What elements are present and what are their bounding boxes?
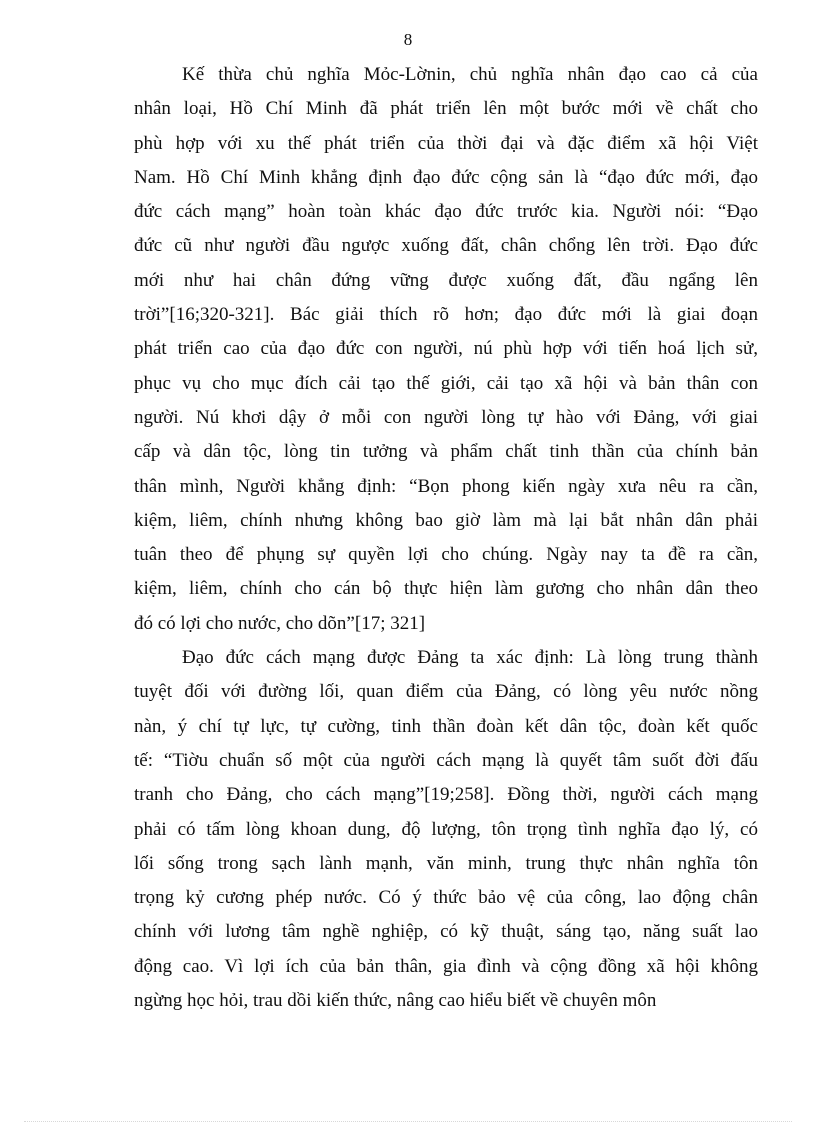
text-line: ngừng học hỏi, trau dồi kiến thức, nâng cao hiểu biết về chuyên môn bbox=[134, 990, 657, 1012]
text-line: kiệm, liêm, chính nhưng không bao giờ làm mà lại bắt nhân dân phải bbox=[134, 509, 758, 531]
text-line: người. Nú khơi dậy ở mỗi con người lòng tự hào với Đảng, với giai bbox=[134, 406, 758, 428]
text-line: kiệm, liêm, chính cho cán bộ thực hiện làm gương cho nhân dân theo bbox=[134, 578, 758, 600]
text-line: tuyệt đối với đường lối, quan điểm của Đảng, có lòng yêu nước nồng bbox=[134, 681, 758, 703]
text-line: đức cũ như người đầu ngược xuống đất, chân chổng lên trời. Đạo đức bbox=[134, 235, 758, 257]
paragraph-2 bbox=[134, 641, 758, 1018]
page-number: 8 bbox=[403, 30, 413, 49]
text-line: phục vụ cho mục đích cải tạo thế giới, cải tạo xã hội và bản thân con bbox=[134, 372, 758, 394]
text-line: cấp và dân tộc, lòng tin tưởng và phẩm chất tinh thần của chính bản bbox=[134, 441, 758, 463]
text-line: tranh cho Đảng, cho cách mạng”[19;258]. Đồng thời, người cách mạng bbox=[134, 784, 758, 806]
text-line: Đạo đức cách mạng được Đảng ta xác định: Là lòng trung thành bbox=[182, 647, 758, 669]
text-line: chính với lương tâm nghề nghiệp, có kỹ thuật, sáng tạo, năng suất lao bbox=[134, 921, 758, 943]
text-line: đó có lợi cho nước, cho dõn”[17; 321] bbox=[134, 612, 426, 634]
body-text bbox=[134, 58, 758, 1018]
text-line: động cao. Vì lợi ích của bản thân, gia đình và cộng đồng xã hội không bbox=[134, 955, 758, 977]
text-line: phải có tấm lòng khoan dung, độ lượng, tôn trọng tình nghĩa đạo lý, có bbox=[134, 818, 758, 840]
paragraph-1 bbox=[134, 58, 758, 641]
text-line: phát triển cao của đạo đức con người, nú phù hợp với tiến hoá lịch sử, bbox=[134, 338, 758, 360]
text-line: nàn, ý chí tự lực, tự cường, tinh thần đoàn kết dân tộc, đoàn kết quốc bbox=[134, 715, 758, 737]
text-line: lối sống trong sạch lành mạnh, văn minh, trung thực nhân nghĩa tôn bbox=[134, 852, 758, 874]
text-line: trời”[16;320-321]. Bác giải thích rõ hơn; đạo đức mới là giai đoạn bbox=[134, 304, 758, 326]
text-line: thân mình, Người khẳng định: “Bọn phong kiến ngày xưa nêu ra cần, bbox=[134, 475, 758, 497]
text-line: phù hợp với xu thế phát triển của thời đại và đặc điểm xã hội Việt bbox=[134, 132, 758, 154]
text-line: mới như hai chân đứng vững được xuống đất, đầu ngẩng lên bbox=[134, 269, 758, 291]
text-line: trọng kỷ cương phép nước. Có ý thức bảo vệ của công, lao động chân bbox=[134, 887, 758, 909]
text-line: Nam. Hồ Chí Minh khẳng định đạo đức cộng sản là “đạo đức mới, đạo bbox=[134, 166, 758, 188]
text-line: Kế thừa chủ nghĩa Mỏc-Lờnin, chủ nghĩa nhân đạo cao cả của bbox=[182, 64, 758, 85]
page-bottom-divider bbox=[24, 1121, 792, 1122]
text-line: tế: “Tiờu chuẩn số một của người cách mạng là quyết tâm suốt đời đấu bbox=[134, 749, 758, 771]
text-line: tuân theo để phụng sự quyền lợi cho chúng. Ngày nay ta đề ra cần, bbox=[134, 544, 758, 566]
text-line: đức cách mạng” hoàn toàn khác đạo đức trước kia. Người nói: “Đạo bbox=[134, 201, 758, 223]
text-line: nhân loại, Hồ Chí Minh đã phát triển lên một bước mới về chất cho bbox=[134, 98, 758, 120]
